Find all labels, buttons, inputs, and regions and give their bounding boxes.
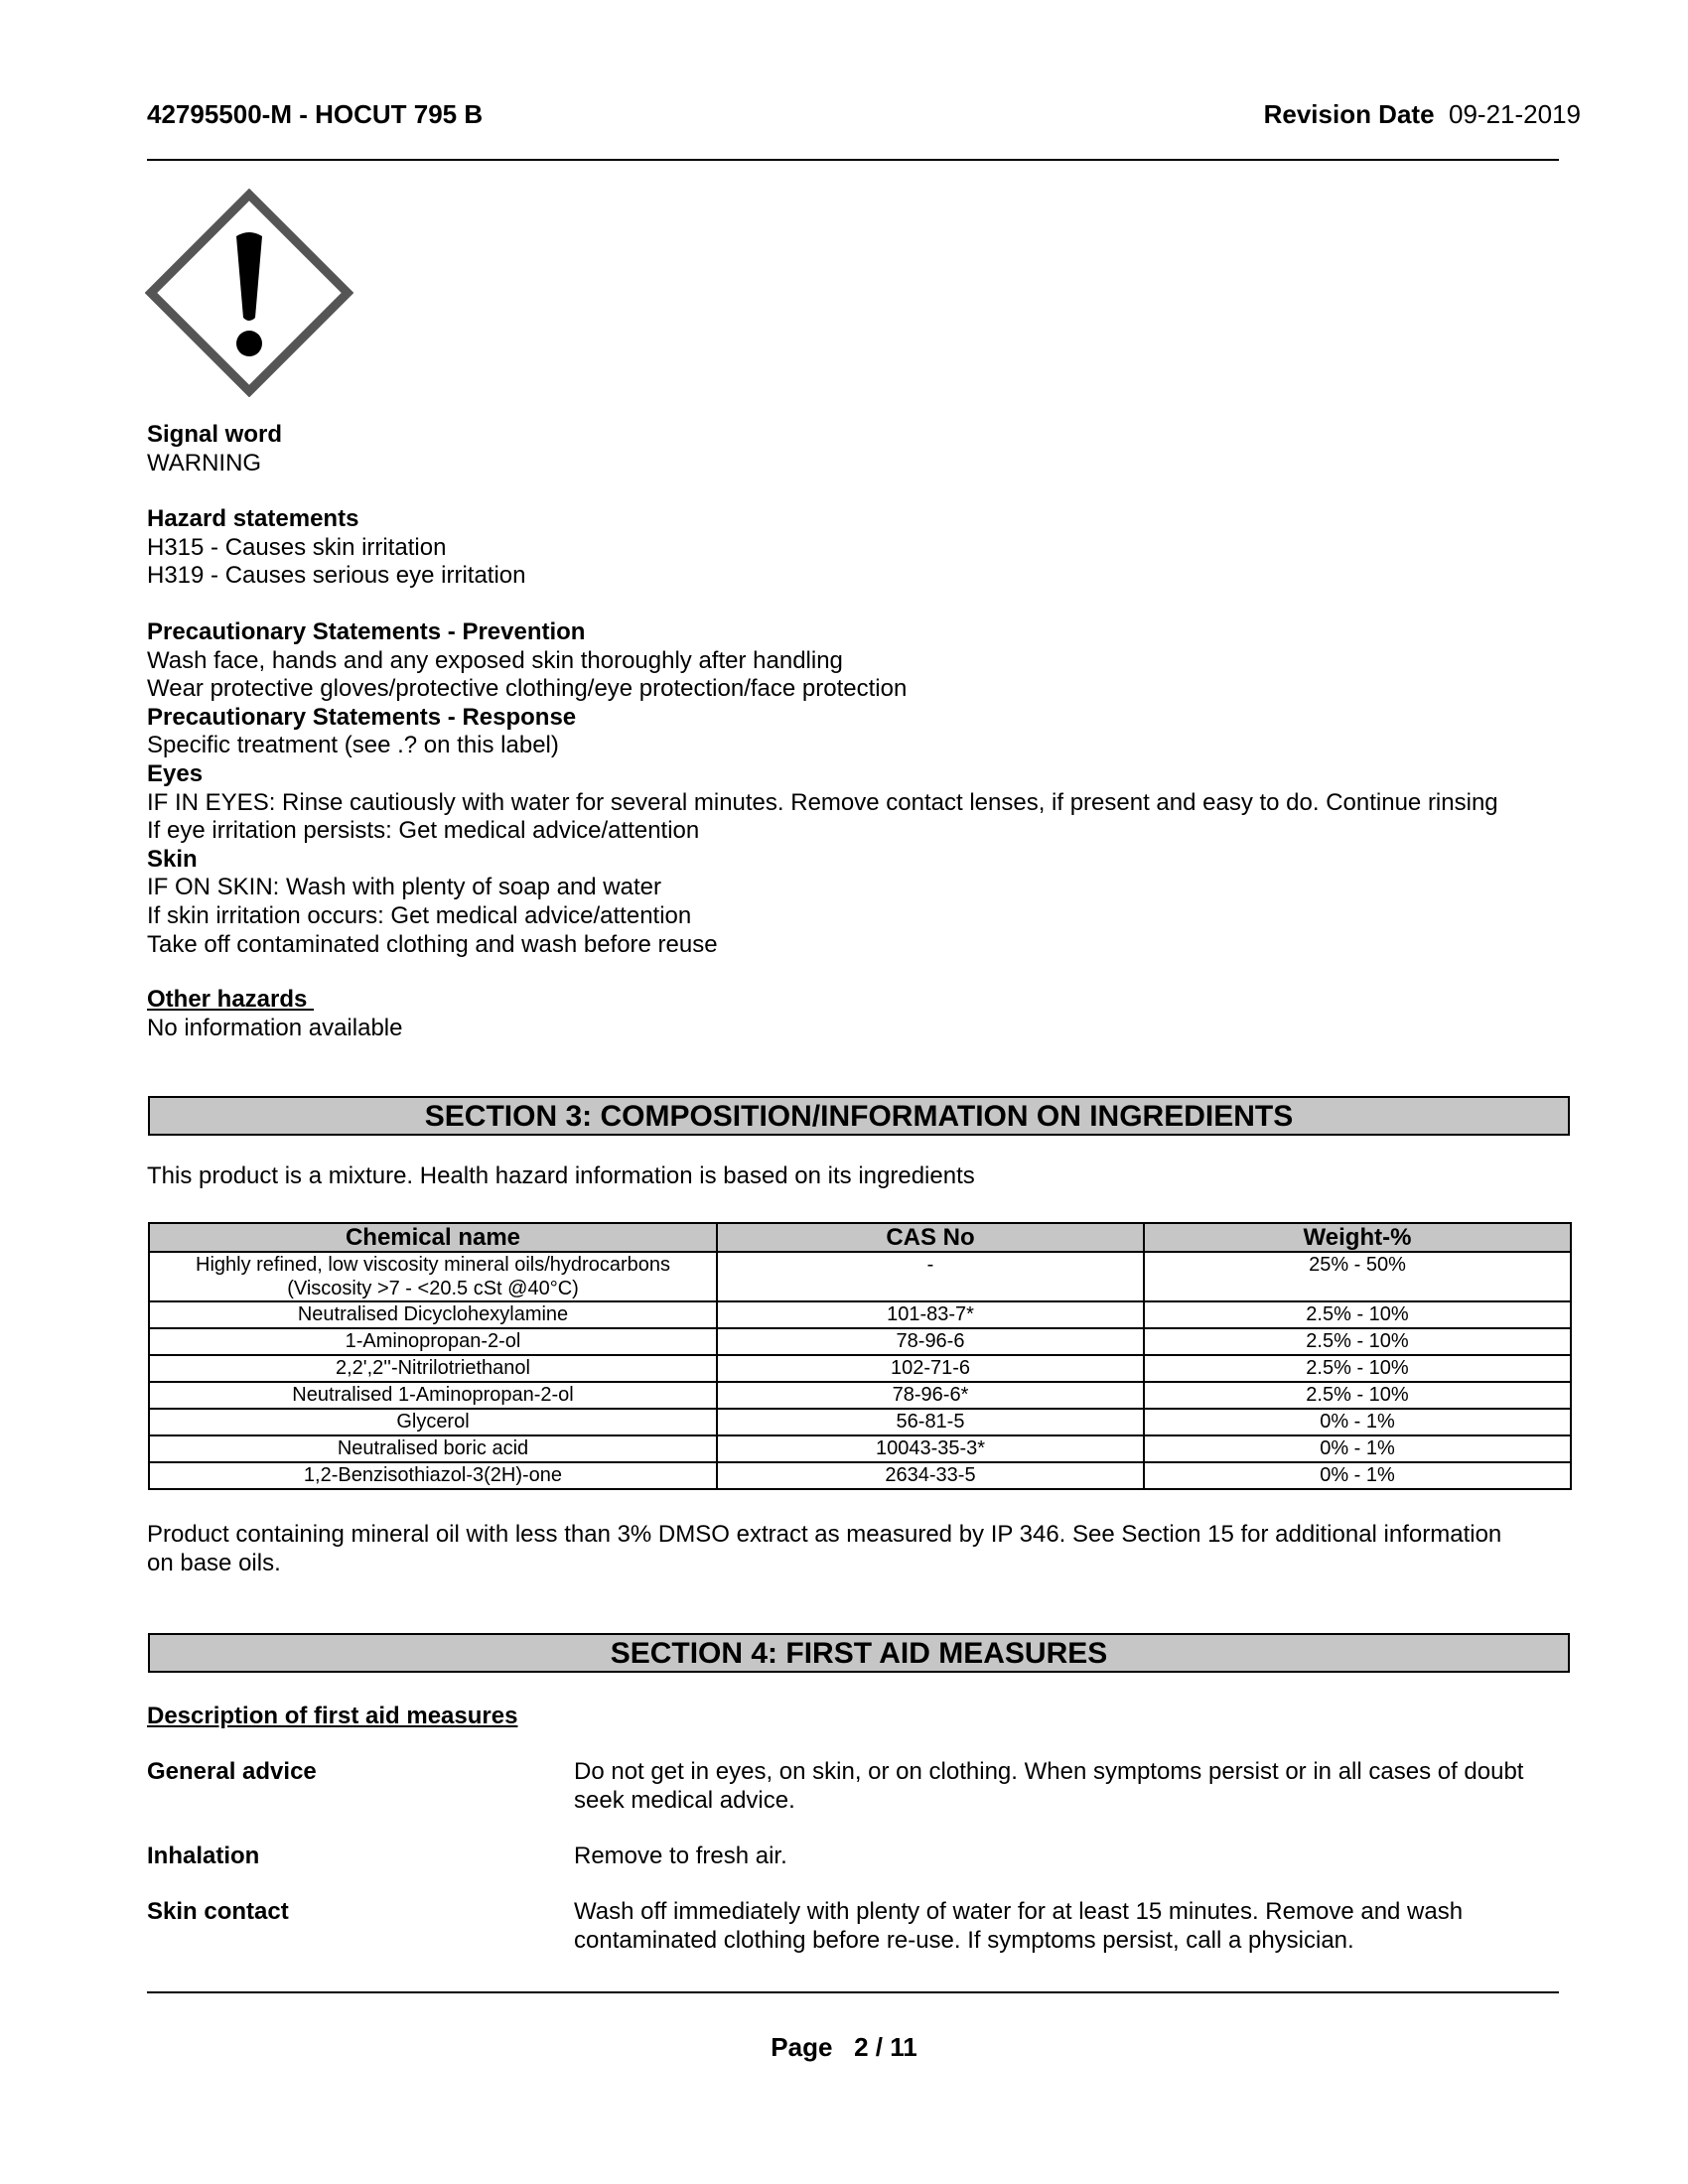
cas-cell: 78-96-6 — [717, 1328, 1144, 1355]
first-aid-label: Skin contact — [147, 1898, 289, 1925]
column-header-weight: Weight-% — [1144, 1223, 1571, 1252]
cas-cell: 56-81-5 — [717, 1409, 1144, 1435]
chemical-name-cell: 1-Aminopropan-2-ol — [149, 1328, 717, 1355]
skin-line: IF ON SKIN: Wash with plenty of soap and water — [147, 874, 661, 901]
chemical-name-cell: Glycerol — [149, 1409, 717, 1435]
hazard-statements-heading: Hazard statements — [147, 505, 359, 532]
skin-line: If skin irritation occurs: Get medical advice/attention — [147, 901, 692, 929]
signal-word-value: WARNING — [147, 449, 262, 477]
chemical-name-cell: Neutralised 1-Aminopropan-2-ol — [149, 1382, 717, 1409]
weight-cell: 25% - 50% — [1144, 1252, 1571, 1301]
eyes-line: If eye irritation persists: Get medical advice/attention — [147, 817, 700, 845]
precautionary-block — [147, 618, 1569, 959]
hazard-statement: H319 - Causes serious eye irritation — [147, 562, 526, 590]
prevention-line: Wear protective gloves/protective clothing/eye protection/face protection — [147, 675, 908, 703]
first-aid-text — [574, 1898, 1567, 1955]
chemical-name-cell: 2,2',2''-Nitrilotriethanol — [149, 1355, 717, 1382]
page-number: Page 2 / 11 — [771, 2032, 917, 2062]
chemical-name-cell: Neutralised boric acid — [149, 1435, 717, 1462]
section-3-note-line: on base oils. — [147, 1549, 281, 1576]
cas-cell: 78-96-6* — [717, 1382, 1144, 1409]
first-aid-label: General advice — [147, 1758, 317, 1785]
table-header-row — [149, 1223, 1571, 1252]
chemical-name-line: (Viscosity >7 - <20.5 cSt @40°C) — [287, 1278, 579, 1299]
first-aid-label: Inhalation — [147, 1843, 260, 1869]
column-header-cas-no: CAS No — [717, 1223, 1144, 1252]
first-aid-text — [574, 1758, 1567, 1815]
weight-cell: 2.5% - 10% — [1144, 1301, 1571, 1328]
signal-word-heading: Signal word — [147, 421, 283, 448]
revision-label: Revision Date — [1263, 99, 1435, 129]
weight-cell: 2.5% - 10% — [1144, 1382, 1571, 1409]
section-3-note-line: Product containing mineral oil with less than 3% DMSO extract as measured by IP 346. See Section 15 for additional information — [147, 1521, 1502, 1548]
section-3-note — [147, 1521, 1569, 1577]
cas-cell: - — [717, 1252, 1144, 1301]
first-aid-text-line: Wash off immediately with plenty of water for at least 15 minutes. Remove and wash — [574, 1898, 1464, 1925]
revision-date-value: 09-21-2019 — [1449, 99, 1581, 129]
prevention-heading: Precautionary Statements - Prevention — [147, 618, 586, 645]
revision-date — [1264, 99, 1581, 130]
chemical-name-cell: 1,2-Benzisothiazol-3(2H)-one — [149, 1462, 717, 1489]
table-row — [149, 1252, 1571, 1301]
section-4-header: SECTION 4: FIRST AID MEASURES — [148, 1633, 1570, 1673]
eyes-line: IF IN EYES: Rinse cautiously with water for several minutes. Remove contact lenses, if present and easy to do. Continue rinsing — [147, 788, 1498, 816]
weight-cell: 2.5% - 10% — [1144, 1328, 1571, 1355]
skin-heading: Skin — [147, 845, 198, 873]
first-aid-text-line: contaminated clothing before re-use. If symptoms persist, call a physician. — [574, 1926, 1354, 1954]
prevention-line: Wash face, hands and any exposed skin thoroughly after handling — [147, 646, 843, 674]
hazard-statements-block — [147, 505, 1569, 591]
ingredients-table — [148, 1222, 1572, 1490]
table-row — [149, 1355, 1571, 1382]
section-3-header: SECTION 3: COMPOSITION/INFORMATION ON INGREDIENTS — [148, 1096, 1570, 1136]
cas-cell: 2634-33-5 — [717, 1462, 1144, 1489]
signal-word-block — [147, 421, 1569, 478]
weight-cell: 2.5% - 10% — [1144, 1355, 1571, 1382]
cas-cell: 10043-35-3* — [717, 1435, 1144, 1462]
first-aid-text — [574, 1843, 1567, 1871]
table-row — [149, 1301, 1571, 1328]
weight-cell: 0% - 1% — [1144, 1462, 1571, 1489]
hazard-statement: H315 - Causes skin irritation — [147, 533, 447, 561]
page-header — [147, 99, 1581, 135]
skin-line: Take off contaminated clothing and wash before reuse — [147, 930, 718, 958]
table-row — [149, 1462, 1571, 1489]
column-header-chemical-name: Chemical name — [149, 1223, 717, 1252]
cas-cell: 102-71-6 — [717, 1355, 1144, 1382]
chemical-name-cell — [149, 1252, 717, 1301]
eyes-heading: Eyes — [147, 759, 204, 787]
header-divider — [147, 159, 1559, 161]
cas-cell: 101-83-7* — [717, 1301, 1144, 1328]
first-aid-subheading: Description of first aid measures — [147, 1703, 518, 1729]
other-hazards-block — [147, 986, 1569, 1042]
response-line: Specific treatment (see .? on this label) — [147, 732, 559, 759]
weight-cell: 0% - 1% — [1144, 1409, 1571, 1435]
table-row — [149, 1409, 1571, 1435]
exclamation-mark-diamond-icon — [145, 189, 353, 397]
footer-divider — [147, 1991, 1559, 1993]
other-hazards-heading: Other hazards — [147, 986, 315, 1013]
table-row — [149, 1328, 1571, 1355]
first-aid-text-line: seek medical advice. — [574, 1786, 795, 1814]
first-aid-text-line: Do not get in eyes, on skin, or on clothing. When symptoms persist or in all cases of doubt — [574, 1758, 1524, 1785]
product-identifier: 42795500-M - HOCUT 795 B — [147, 99, 484, 129]
first-aid-text-line: Remove to fresh air. — [574, 1843, 787, 1869]
chemical-name-cell: Neutralised Dicyclohexylamine — [149, 1301, 717, 1328]
weight-cell: 0% - 1% — [1144, 1435, 1571, 1462]
other-hazards-value: No information available — [147, 1014, 403, 1041]
table-row — [149, 1382, 1571, 1409]
table-row — [149, 1435, 1571, 1462]
chemical-name-line: Highly refined, low viscosity mineral oils/hydrocarbons — [196, 1254, 670, 1276]
response-heading: Precautionary Statements - Response — [147, 703, 577, 731]
section-3-intro: This product is a mixture. Health hazard information is based on its ingredients — [147, 1162, 975, 1189]
